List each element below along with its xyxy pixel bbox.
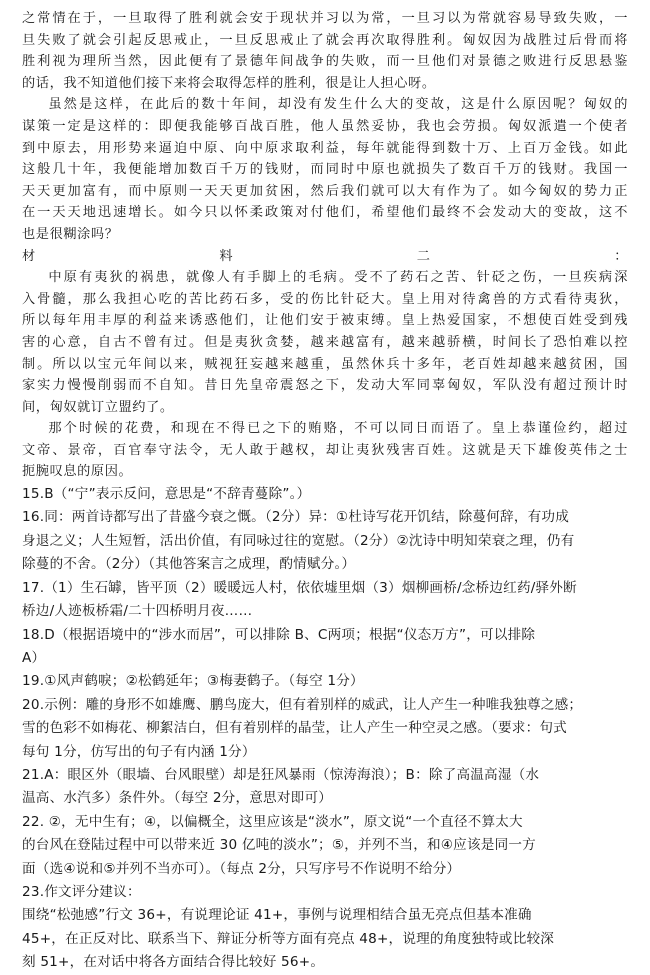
answer-line: 除蔓的不舍。（2分）（其他答案言之成理，酌情赋分。）: [22, 556, 356, 573]
text-line: 这般几十年，我便能增加数百千万的钱财，而同时中原也就损失了数百千万的钱财。我国一: [22, 162, 628, 178]
answer-line-16: 16.同：两首诗都写出了昔盛今衰之慨。（2分）异：①杜诗写花开饥结，除蔓何辞，有功成: [22, 509, 570, 526]
answer-line: 温高、水汽多）条件外。（每空 2分，意思对即可）: [22, 790, 333, 807]
answer-line-23: 23.作文评分建议：: [22, 883, 141, 900]
answer-line: 身退之义；人生短暂，活出价值，有同咏过往的宽慰。（2分）②沈诗中明知荣衰之理，仍有: [22, 532, 575, 549]
material-2-paragraph-1: [22, 267, 628, 418]
translation-paragraph-2: [22, 94, 628, 245]
answer-line-17: 17.（1）生石罅，皆平顶（2）暖暖远人村，依依墟里烟（3）烟柳画桥/念桥边红药/驿外断: [22, 579, 577, 596]
answer-line: 45+，在正反对比、联系当下、辩证分析等方面有亮点 48+，说理的角度独特或比较深: [22, 930, 555, 947]
text-line: 的话，我不知道他们接下来将会取得怎样的胜利，很是让人担心呀。: [22, 75, 436, 91]
text-line: 虽然是这样，在此后的数十年间，却没有发生什么大的变故，这是什么原因呢？匈奴的: [48, 97, 628, 113]
answer-line-19: 19.①风声鹤唳；②松鹤延年；③梅妻鹤子。（每空 1分）: [22, 673, 364, 690]
material-2-paragraph-2: [22, 418, 628, 483]
text-line: 文帝、景帝，百官奉守法令，无人敢于越权，却让夷狄残害百姓。这就是天下雄俊英伟之士: [22, 442, 628, 458]
answer-line: 面（选④说和⑤并列不当亦可）。（每点 2分，只写序号不作说明不给分）: [22, 860, 461, 877]
answer-line-18: 18.D（根据语境中的“涉水而居”，可以排除 B、C两项；根据“仪态万方”，可以排除: [22, 626, 536, 643]
text-line: 扼腕叹息的原因。: [22, 464, 133, 480]
text-line: 到中原去，用形势来逼迫中原、向中原求取利益，每年就能得到数十万、上百万金钱。如此: [22, 140, 628, 156]
text-line: 家实力慢慢削弱而不自知。昔日先皇帝震怒之下，发动大军同辜匈奴，军队没有超过预计时: [22, 378, 628, 394]
text-line: 间，匈奴就订立盟约了。: [22, 399, 174, 415]
text-line: 制。所以以宝元年间以来，贼视狂妄越来越重，虽然休兵十多年，老百姓却越来越贫困，国: [22, 356, 628, 372]
answer-line-20: 20.示例：雕的身形不如雄鹰、鹏鸟庞大，但有着别样的威武，让人产生一种唯我独尊之感；: [22, 696, 583, 713]
text-line: 也是很糊涂吗？: [22, 226, 119, 242]
translation-paragraph-1: [22, 8, 628, 94]
text-line: 之常情在于，一旦取得了胜利就会安于现状并习以为常，一旦习以为常就容易导致失败，一: [22, 11, 628, 26]
text-line: 在一天天地迅速增长。如今只以怀柔政策对付他们，希望他们最终不会发动大的变故，这不: [22, 205, 628, 221]
answer-line: 刻 51+，在对话中将各方面结合得比较好 56+。: [22, 954, 325, 971]
answer-line: 每句 1分，仿写出的句子有内涵 1分）: [22, 743, 256, 760]
answer-line: 桥边/人迹板桥霜/二十四桥明月夜……: [22, 603, 253, 620]
text-line: 所以每年用丰厚的利益来诱惑他们，让他们安于被束缚。皇上热爱国家，不想使百姓受到残: [22, 313, 628, 329]
answer-line: 围绕“松弛感”行文 36+，有说理论证 41+，事例与说理相结合虽无亮点但基本准确: [22, 907, 532, 924]
text-line: 谋策一定是这样的：即便我能够百战百胜，他人虽然妥协，我也会劳损。匈奴派遣一个使者: [22, 118, 628, 134]
answer-line: 的台风在登陆过程中可以带来近 30 亿吨的淡水”；⑤，并列不当，和④应该是同一方: [22, 837, 536, 854]
material-2-label: 材料二：: [22, 248, 628, 264]
text-line: 入骨髓，那么我担心吃的苦比药石多，受的伤比针砭大。皇上用对待禽兽的方式看待夷狄，: [22, 291, 628, 307]
answer-line: 雪的色彩不如梅花、柳絮洁白，但有着别样的晶莹，让人产生一种空灵之感。（要求：句式: [22, 720, 567, 737]
answer-line: A）: [22, 649, 46, 666]
text-line: 胜利视为理所当然，因此便有了景德年间战争的失败，而一旦他们对景德之败进行反思悬鉴: [22, 54, 628, 70]
text-line: 天天更加富有，而中原则一天天更加贫困，然后我们就可以大有作为了。如今匈奴的势力正: [22, 183, 628, 199]
translation-section: [22, 8, 628, 483]
answer-key-section: [22, 483, 628, 975]
answer-line-21: 21.A：眼区外（眼墙、台风眼壁）却是狂风暴雨（惊涛海浪）；B：除了高温高湿（水: [22, 766, 540, 783]
text-line: 中原有夷狄的祸患，就像人有手脚上的毛病。受不了药石之苦、针砭之伤，一旦疾病深: [48, 270, 628, 286]
text-line: 害的心意，自古不曾有过。但是夷狄贪婪，越来越富有，越来越骄横，时间长了恐怕难以控: [22, 334, 628, 350]
answer-line-22: 22. ②，无中生有；④，以偏概全，这里应该是“淡水”，原文说“一个直径不算太大: [22, 813, 523, 830]
text-line: 那个时候的花费，和现在不得已之下的贿赂，不可以同日而语了。皇上恭谨俭约，超过: [48, 421, 628, 437]
answer-line-15: 15.B（“宁”表示反问，意思是“不辞青蔓除”。）: [22, 486, 311, 503]
text-line: 旦失败了就会引起反思戒止，一旦反思戒止了就会再次取得胜利。匈奴因为战胜过后骨而将: [22, 32, 628, 48]
